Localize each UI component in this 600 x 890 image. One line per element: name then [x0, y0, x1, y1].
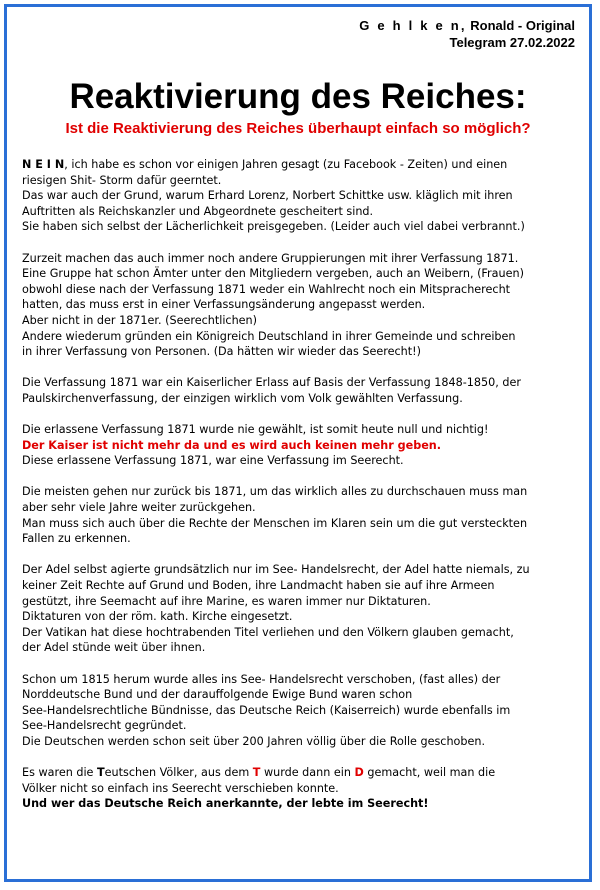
text-line: Der Adel selbst agierte grundsätzlich nur im See- Handelsrecht, der Adel hatte niemals, zu: [22, 563, 530, 577]
red-letter-t: T: [252, 766, 261, 780]
text-line: Der Vatikan hat diese hochtrabenden Titel verliehen und den Völkern glauben gemacht,: [22, 625, 514, 639]
paragraph-5: [22, 484, 579, 546]
page-title: Reaktivierung des Reiches:: [69, 77, 527, 116]
text-line: Auftritten als Reichskanzler und Abgeordnete gescheitert sind.: [22, 204, 374, 218]
text-line: Diese erlassene Verfassung 1871, war eine Verfassung im Seerecht.: [22, 454, 404, 468]
text-line: Paulskirchenverfassung, der einzigen wirklich vom Volk gewählten Verfassung.: [22, 391, 463, 405]
nein-lead: N E I N: [22, 158, 65, 171]
text-line: gestützt, ihre Seemacht auf ihre Marine, es waren immer nur Diktaturen.: [22, 594, 431, 608]
paragraph-4: [22, 422, 579, 469]
paragraph-3: [22, 375, 579, 406]
text-line: hatten, das muss erst in einer Verfassungsänderung angepasst werden.: [22, 298, 426, 312]
text-line: Sie haben sich selbst der Lächerlichkeit preisgegeben. (Leider auch viel dabei verbrannt.): [22, 220, 525, 234]
paragraph-6: [22, 562, 579, 656]
paragraph-2: [22, 251, 579, 360]
text-line: Die meisten gehen nur zurück bis 1871, um das wirklich alles zu durchschauen muss man: [22, 485, 528, 499]
text-line: Völker nicht so einfach ins Seerecht verschieben konnte.: [22, 781, 339, 795]
red-highlight-line: Der Kaiser ist nicht mehr da und es wird auch keinen mehr geben.: [22, 438, 442, 452]
red-letter-d: D: [354, 766, 364, 780]
text-line: Andere wiederum gründen ein Königreich Deutschland in ihrer Gemeinde und schreiben: [22, 329, 516, 343]
paragraph-1: [22, 157, 579, 235]
text-line: Die Deutschen werden schon seit über 200 Jahren völlig über die Rolle geschoben.: [22, 734, 486, 748]
paragraph-8: [22, 765, 579, 812]
text-line: See-Handelsrechtliche Bündnisse, das Deutsche Reich (Kaiserreich) wurde ebenfalls im: [22, 703, 511, 717]
author-line: [359, 17, 575, 34]
text-line: keiner Zeit Rechte auf Grund und Boden, ihre Landmacht haben sie auf ihre Armeen: [22, 579, 495, 593]
text-segment: gemacht, weil man die: [363, 766, 496, 780]
author-rest: Ronald - Original: [466, 18, 575, 33]
text-line: , ich habe es schon vor einigen Jahren gesagt (zu Facebook - Zeiten) und einen: [64, 158, 508, 171]
author-surname: G e h l k e n,: [359, 18, 467, 33]
paragraph-7: [22, 672, 579, 750]
text-line: der Adel stünde weit über ihnen.: [22, 641, 206, 655]
text-line: Die erlassene Verfassung 1871 wurde nie gewählt, ist somit heute null und nichtig!: [22, 423, 489, 437]
final-statement: Und wer das Deutsche Reich anerkannte, der lebte im Seerecht!: [22, 797, 429, 811]
text-line: Aber nicht in der 1871er. (Seerechtlichen): [22, 313, 258, 327]
text-line: See-Handelsrecht gegründet.: [22, 719, 187, 733]
text-segment: eutschen Völker, aus dem: [104, 766, 253, 780]
text-line: Diktaturen von der röm. kath. Kirche eingesetzt.: [22, 610, 293, 624]
text-line: Die Verfassung 1871 war ein Kaiserlicher Erlass auf Basis der Verfassung 1848-1850, der: [22, 376, 521, 390]
text-line: Schon um 1815 herum wurde alles ins See- Handelsrecht verschoben, (fast alles) der: [22, 672, 501, 686]
text-line: Norddeutsche Bund und der darauffolgende Ewige Bund waren schon: [22, 688, 413, 702]
page-subtitle: Ist die Reaktivierung des Reiches überhaupt einfach so möglich?: [65, 120, 531, 137]
bold-letter-t: T: [97, 766, 105, 780]
text-line: riesigen Shit- Storm dafür geerntet.: [22, 173, 222, 187]
text-line: Eine Gruppe hat schon Ämter unter den Mitgliedern vergeben, auch an Weibern, (Frauen): [22, 267, 524, 281]
article-body: [22, 157, 579, 828]
text-segment: wurde dann ein: [260, 766, 355, 780]
text-line: aber sehr viele Jahre weiter zurückgehen.: [22, 501, 256, 515]
telegram-date: Telegram 27.02.2022: [449, 35, 575, 50]
text-line: obwohl diese nach der Verfassung 1871 weder ein Wahlrecht noch ein Mitspracherecht: [22, 282, 511, 296]
text-line: in ihrer Verfassung von Personen. (Da hätten wir wieder das Seerecht!): [22, 345, 421, 359]
text-line: Zurzeit machen das auch immer noch andere Gruppierungen mit ihrer Verfassung 1871.: [22, 251, 519, 265]
text-line: Man muss sich auch über die Rechte der Menschen im Klaren sein um die gut versteckten: [22, 516, 528, 530]
document-frame: [4, 4, 592, 882]
text-segment: Es waren die: [22, 766, 97, 780]
author-header: [359, 17, 575, 51]
text-line: Fallen zu erkennen.: [22, 532, 131, 546]
text-line: Das war auch der Grund, warum Erhard Lorenz, Norbert Schittke usw. kläglich mit ihren: [22, 189, 513, 203]
